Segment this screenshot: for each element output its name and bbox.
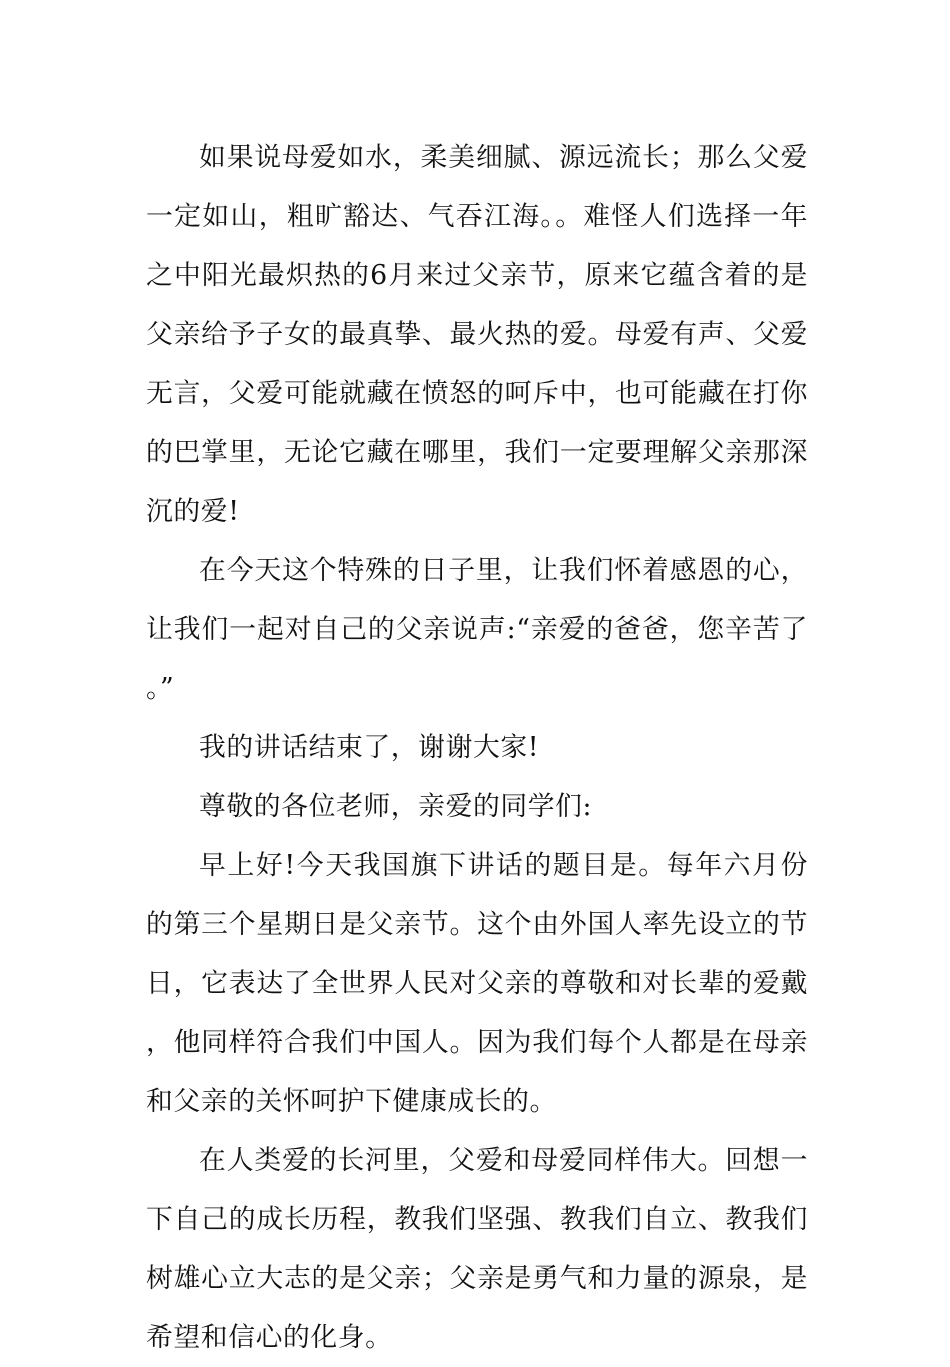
paragraph-1: 如果说母爱如水，柔美细腻、源远流长；那么父爱一定如山，粗旷豁达、气吞江海。。难怪人们选择一年之中阳光最炽热的6月来过父亲节，原来它蕴含着的是父亲给予子女的最真挚、最火热的爱。母爱有声、父爱无言，父爱可能就藏在愤怒的呵斥中，也可能藏在打你的巴掌里，无论它藏在哪里，我们一定要理解父亲那深沉的爱! — [146, 142, 808, 527]
paragraph-6: 在人类爱的长河里，父爱和母爱同样伟大。回想一下自己的成长历程，教我们坚强、教我们自立、教我们树雄心立大志的是父亲；父亲是勇气和力量的源泉，是希望和信心的化身。 — [146, 1145, 808, 1353]
document-body — [146, 128, 808, 1367]
paragraph-5: 早上好!今天我国旗下讲话的题目是。每年六月份的第三个星期日是父亲节。这个由外国人率先设立的节日，它表达了全世界人民对父亲的尊敬和对长辈的爱戴，他同样符合我们中国人。因为我们每个人都是在母亲和父亲的关怀呵护下健康成长的。 — [146, 850, 808, 1117]
paragraph-4: 尊敬的各位老师，亲爱的同学们: — [199, 791, 593, 822]
paragraph-3: 我的讲话结束了，谢谢大家! — [199, 732, 540, 763]
paragraph-2: 在今天这个特殊的日子里，让我们怀着感恩的心，让我们一起对自己的父亲说声:“亲爱的爸爸，您辛苦了。” — [146, 555, 808, 704]
